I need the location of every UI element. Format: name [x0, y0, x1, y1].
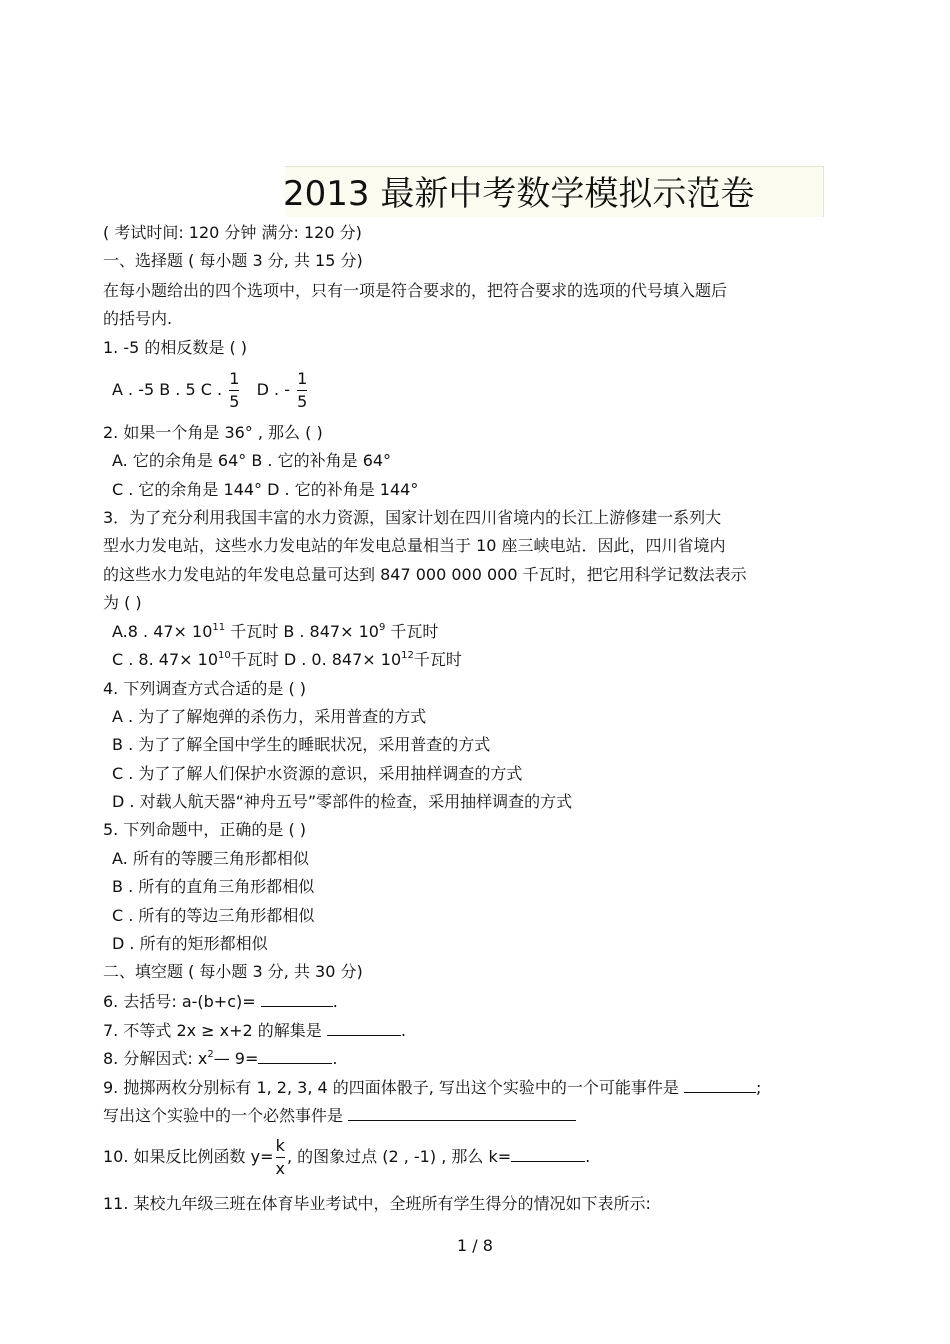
- q3-options-ab: [112, 621, 438, 643]
- q7-stem: 7. 不等式 2x ≥ x+2 的解集是: [103, 1021, 327, 1040]
- q5-option-d: D . 所有的矩形都相似: [112, 934, 268, 953]
- section1-instruction-1: 在每小题给出的四个选项中，只有一项是符合要求的，把符合要求的选项的代号填入题后: [103, 281, 728, 300]
- q1-option-c-fraction: [229, 368, 239, 413]
- q9-certain-event-blank[interactable]: [348, 1104, 576, 1121]
- q9-line-1: [103, 1076, 761, 1099]
- q2-options-cd: C . 它的余角是 144° D . 它的补角是 144°: [112, 480, 419, 499]
- q6-stem: 6. 去括号: a-(b+c)=: [103, 992, 261, 1011]
- q1-options: [112, 368, 309, 413]
- q1-d-denominator: 5: [297, 392, 308, 411]
- q9-semicolon: ;: [756, 1078, 762, 1097]
- q3-option-c: C . 8. 47× 10: [112, 650, 218, 669]
- q3-option-d: 千瓦时 D . 0. 847× 10: [230, 650, 402, 669]
- q8: [103, 1047, 337, 1070]
- q10-answer-blank[interactable]: [511, 1145, 585, 1162]
- q3-option-b: 千瓦时 B . 847× 10: [225, 622, 379, 641]
- page-title: 2013 最新中考数学模拟示范卷: [283, 174, 755, 214]
- section1-heading: 一、选择题 ( 每小题 3 分, 共 15 分): [103, 251, 363, 270]
- q3-line-4: 为 ( ): [103, 593, 142, 612]
- q8-answer-blank[interactable]: [258, 1047, 332, 1064]
- q2-stem: 2. 如果一个角是 36° , 那么 ( ): [103, 423, 323, 442]
- q9-stem: 9. 抛掷两枚分别标有 1, 2, 3, 4 的四面体骰子, 写出这个实验中的一个可能事件是: [103, 1078, 685, 1097]
- q11-stem: 11. 某校九年级三班在体育毕业考试中，全班所有学生得分的情况如下表所示:: [103, 1194, 651, 1213]
- q5-stem: 5. 下列命题中，正确的是 ( ): [103, 820, 307, 839]
- q3-option-b-exponent: 9: [378, 622, 386, 633]
- q10-stem: 10. 如果反比例函数 y=: [103, 1147, 274, 1166]
- q3-line-2: 型水力发电站，这些水力发电站的年发电总量相当于 10 座三峡电站．因此，四川省境内: [103, 536, 726, 555]
- section1-instruction-2: 的括号内.: [103, 309, 173, 328]
- q5-option-c: C . 所有的等边三角形都相似: [112, 906, 315, 925]
- q4-option-c: C . 为了了解人们保护水资源的意识，采用抽样调查的方式: [112, 764, 523, 783]
- q1-option-d: D . -: [256, 380, 290, 399]
- page-number: 1 / 8: [457, 1236, 493, 1255]
- q1-d-numerator: 1: [297, 369, 308, 388]
- q1-c-denominator: 5: [229, 392, 240, 411]
- q10: [103, 1135, 590, 1180]
- q3-option-c-exponent: 10: [218, 650, 231, 661]
- q10-numerator: k: [275, 1136, 285, 1155]
- q10-period: .: [585, 1147, 591, 1166]
- q8-stem: 8. 分解因式: x: [103, 1049, 208, 1068]
- q7: [103, 1019, 406, 1042]
- q3-line-1: 3．为了充分利用我国丰富的水力资源，国家计划在四川省境内的长江上游修建一系列大: [103, 508, 722, 527]
- q9-stem-2: 写出这个实验中的一个必然事件是: [103, 1106, 349, 1125]
- q9-line-2: [103, 1104, 576, 1127]
- q7-period: .: [400, 1021, 406, 1040]
- q6-period: .: [332, 992, 338, 1011]
- q4-option-b: B . 为了了解全国中学生的睡眠状况，采用普查的方式: [112, 735, 491, 754]
- q3-option-d-exponent: 12: [401, 650, 414, 661]
- q4-stem: 4. 下列调查方式合适的是 ( ): [103, 679, 307, 698]
- q10-condition: , 的图象过点 (2 , -1) , 那么 k=: [286, 1147, 512, 1166]
- q6-answer-blank[interactable]: [261, 990, 333, 1007]
- q10-fraction: [276, 1135, 285, 1180]
- q5-option-a: A. 所有的等腰三角形都相似: [112, 849, 309, 868]
- q9-possible-event-blank[interactable]: [684, 1076, 756, 1093]
- q4-option-d: D . 对载人航天器“神舟五号”零部件的检查，采用抽样调查的方式: [112, 792, 573, 811]
- q8-exponent: 2: [207, 1049, 214, 1060]
- q3-option-b-unit: 千瓦时: [385, 622, 439, 641]
- q3-line-3: 的这些水力发电站的年发电总量可达到 847 000 000 000 千瓦时，把它用科学记数法表示: [103, 565, 747, 584]
- q8-period: .: [332, 1049, 338, 1068]
- q1-option-d-fraction: [297, 368, 307, 413]
- q4-option-a: A . 为了了解炮弹的杀伤力，采用普查的方式: [112, 707, 427, 726]
- q2-options-ab: A. 它的余角是 64° B . 它的补角是 64°: [112, 451, 392, 470]
- q1-option-a: A . -5 B . 5 C .: [112, 380, 223, 399]
- q7-answer-blank[interactable]: [327, 1019, 401, 1036]
- section2-heading: 二、填空题 ( 每小题 3 分, 共 30 分): [103, 962, 363, 981]
- q10-denominator: x: [275, 1159, 285, 1178]
- q3-options-cd: [112, 649, 462, 671]
- q3-option-a: A.8 . 47× 10: [112, 622, 213, 641]
- q3-option-d-unit: 千瓦时: [413, 650, 462, 669]
- q1-stem: 1. -5 的相反数是 ( ): [103, 338, 248, 357]
- q1-c-numerator: 1: [229, 369, 240, 388]
- q5-option-b: B . 所有的直角三角形都相似: [112, 877, 315, 896]
- exam-info: ( 考试时间: 120 分钟 满分: 120 分): [103, 223, 362, 242]
- q6: [103, 990, 338, 1013]
- q8-expression: — 9=: [213, 1049, 259, 1068]
- q3-option-a-exponent: 11: [212, 622, 226, 633]
